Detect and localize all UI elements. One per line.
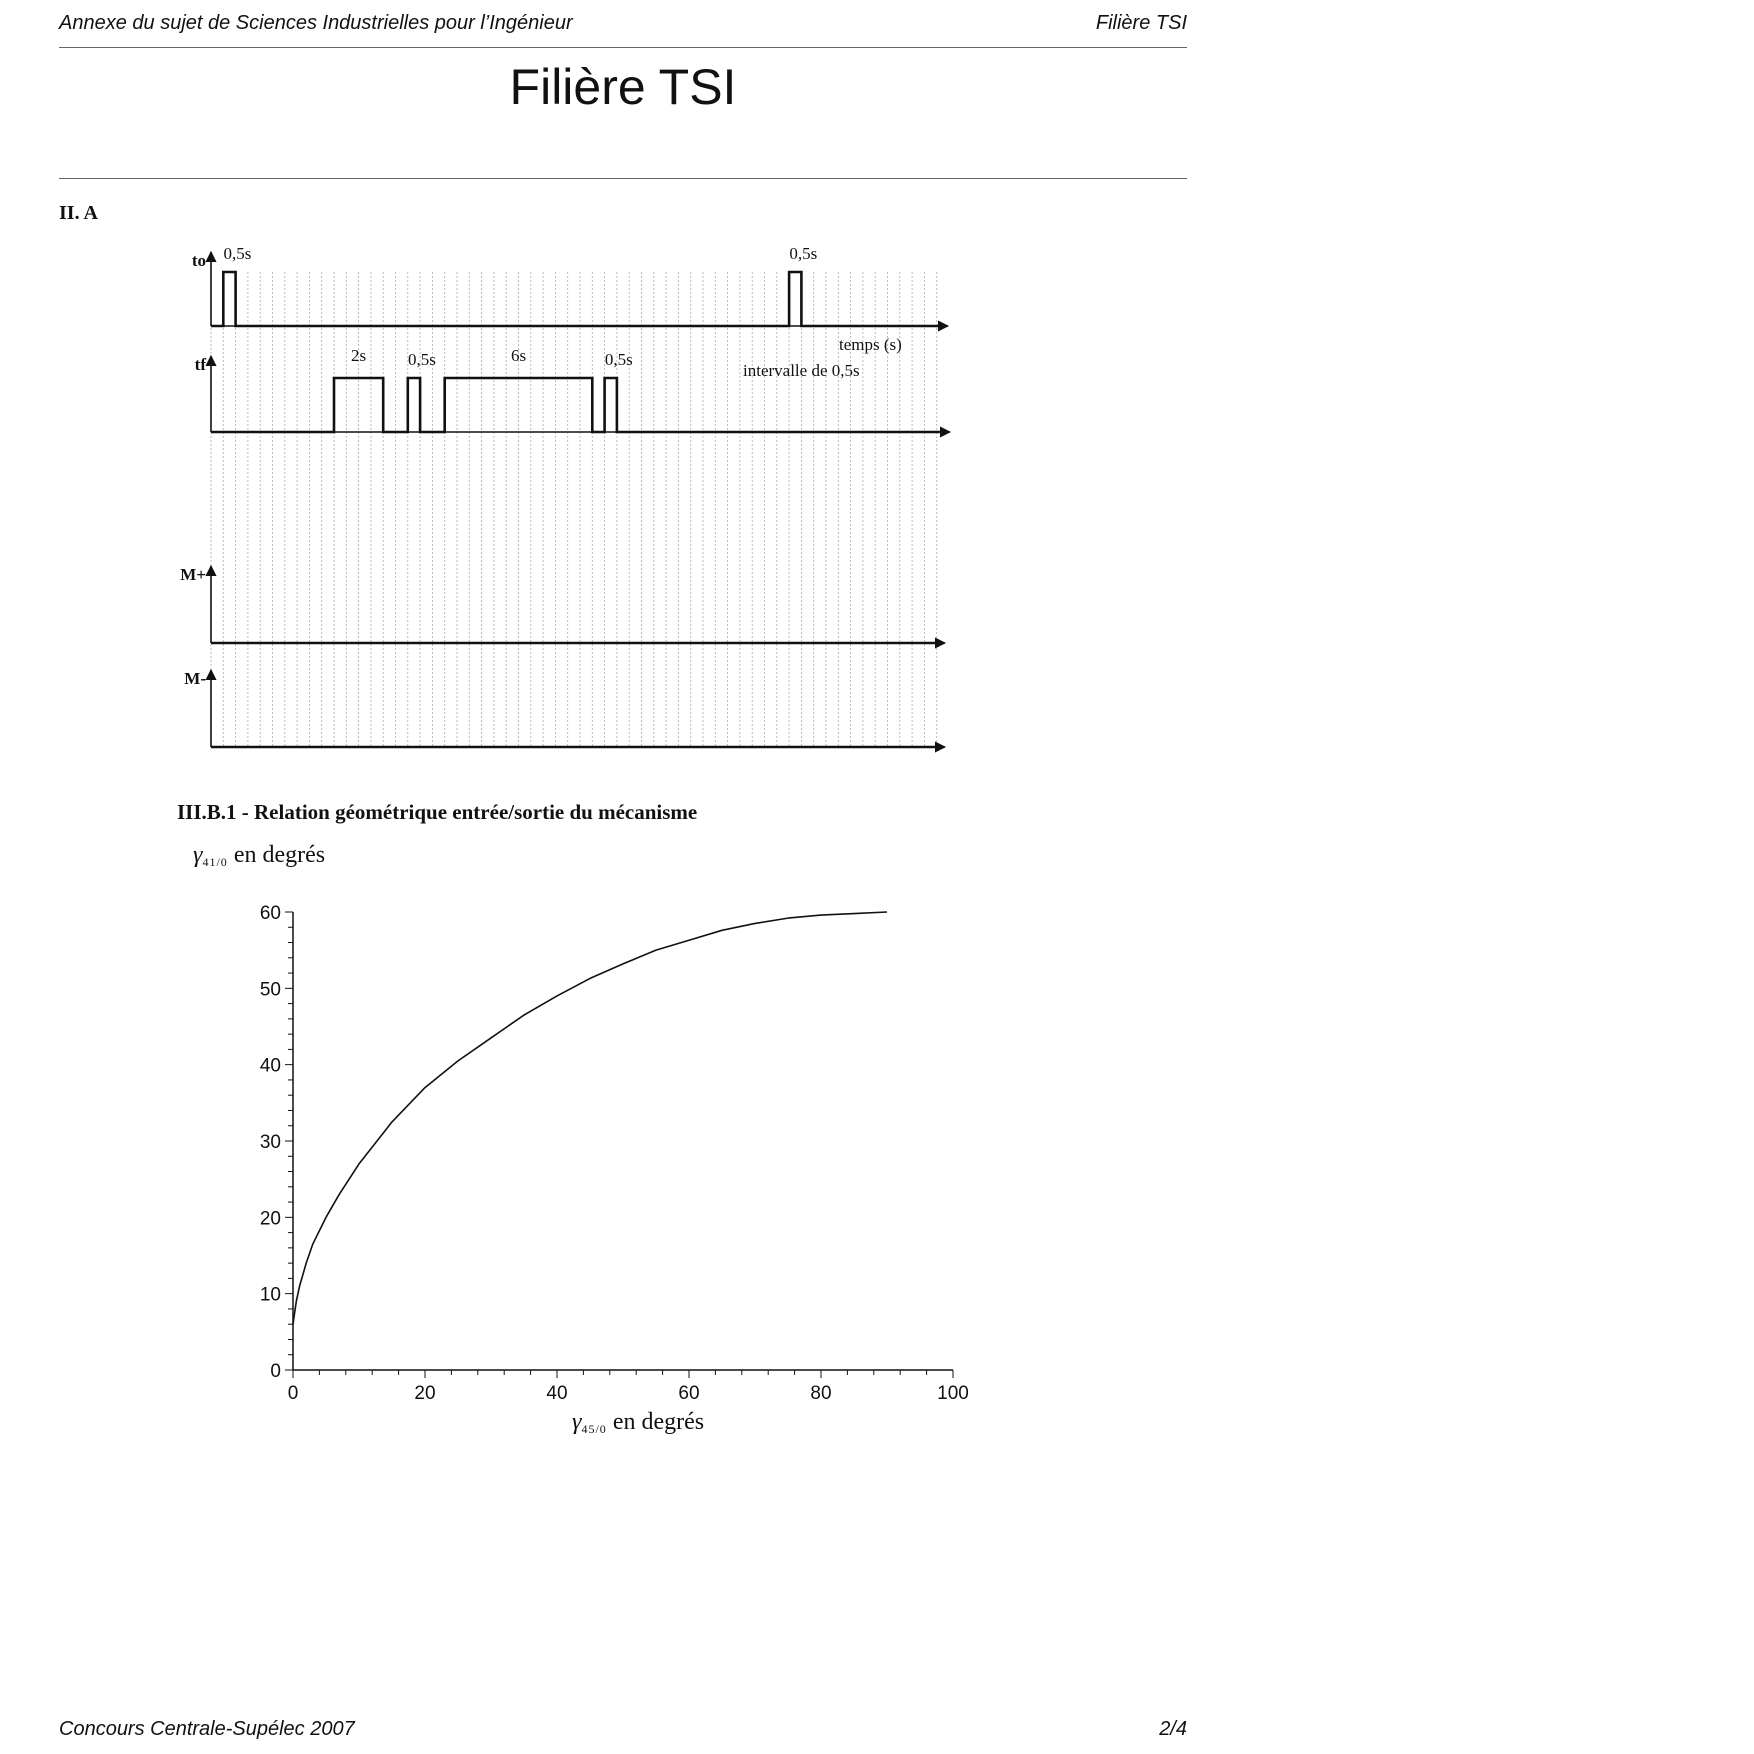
pulse-label: 2s	[351, 346, 367, 365]
x-tick-label: 20	[414, 1383, 436, 1404]
y-tick-label: 0	[270, 1361, 281, 1382]
chart-series	[293, 912, 887, 1324]
x-tick-label: 0	[287, 1383, 299, 1404]
y-tick-label: 50	[259, 979, 281, 1001]
y-tick-label: 30	[259, 1132, 281, 1153]
x-unit-text: en degrés	[606, 1409, 705, 1435]
series-line-0	[293, 912, 887, 1324]
chart-x-axis-label	[572, 1409, 704, 1436]
y-tick-label: 10	[259, 1284, 281, 1306]
page-title: Filière TSI	[509, 59, 737, 115]
y-tick-label: 60	[259, 903, 281, 924]
y-tick-label: 20	[259, 1208, 281, 1230]
time-axis-label: temps (s)	[839, 335, 902, 354]
x-tick-label: 60	[678, 1383, 700, 1404]
pulse-label: 6s	[510, 346, 527, 365]
signal-label-tf: tf	[194, 355, 206, 374]
x-tick-label: 80	[810, 1383, 832, 1404]
grid-interval-note: intervalle de 0,5s	[743, 361, 860, 380]
x-tick-label: 100	[937, 1383, 969, 1404]
pulse-label: 0,5s	[408, 350, 436, 369]
signal-label-M-: M-	[184, 669, 206, 688]
pulse-label: 0,5s	[789, 244, 818, 263]
signal-label-M+: M+	[180, 565, 206, 584]
x-tick-label: 40	[546, 1383, 568, 1404]
header-left-text: Annexe du sujet de Sciences Industrielles pour l’Ingénieur	[59, 12, 573, 34]
y-unit-text: en degrés	[227, 842, 326, 868]
x-gamma-subscript: 45/0	[581, 1422, 607, 1436]
y-gamma-subscript: 41/0	[202, 855, 228, 869]
section-ii-heading: II. A	[59, 202, 98, 224]
y-gamma-symbol: γ	[193, 842, 203, 868]
pulse-label: 0,5s	[604, 350, 633, 369]
section-iii-heading: III.B.1 - Relation géométrique entrée/sortie du mécanisme	[177, 800, 698, 824]
signal-label-to: to	[191, 251, 206, 270]
footer-page-number: 2/4	[1159, 1718, 1187, 1740]
pulse-label: 0,5s	[223, 244, 252, 263]
x-gamma-symbol: γ	[572, 1409, 582, 1435]
header-right-text: Filière TSI	[1095, 12, 1187, 34]
y-tick-label: 40	[259, 1055, 281, 1077]
chart-axes	[293, 912, 953, 1370]
footer-left-text: Concours Centrale-Supélec 2007	[59, 1718, 355, 1740]
